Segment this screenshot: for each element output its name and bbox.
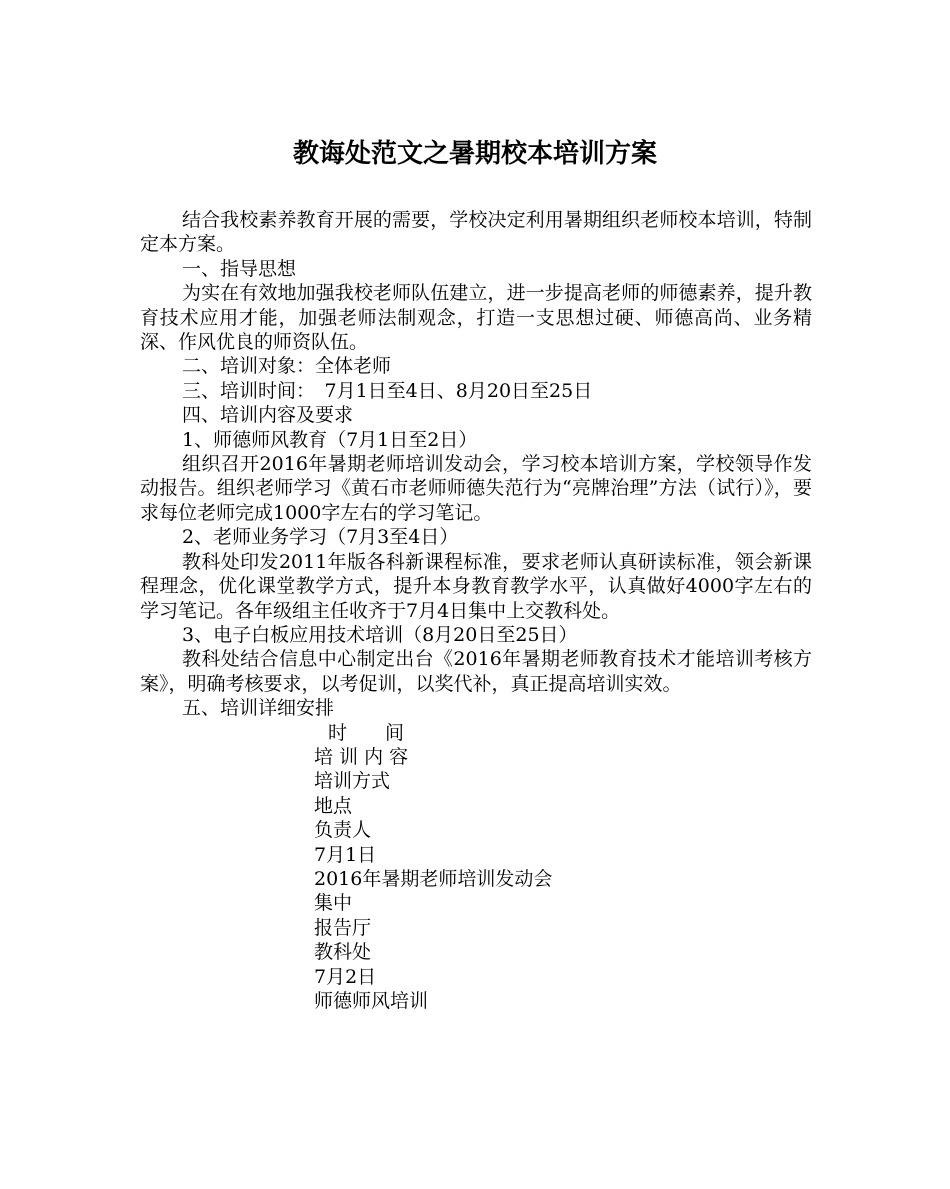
- table-header-content: 培 训 内 容: [314, 745, 409, 768]
- document-body: [140, 208, 812, 1013]
- table-header-location: 地点: [314, 794, 353, 817]
- section-heading-training-target: 二、培训对象：全体老师: [182, 355, 392, 378]
- intro-paragraph: 结合我校素养教育开展的需要，学校决定利用暑期组织老师校本培训，特制定本方案。: [140, 209, 812, 256]
- table-cell: 集中: [314, 892, 353, 915]
- table-cell: 2016年暑期老师培训发动会: [314, 867, 553, 890]
- section-heading-training-time: 三、培训时间： 7月1日至4日、8月20日至25日: [182, 379, 593, 402]
- document-title: 教诲处范文之暑期校本培训方案: [292, 139, 657, 169]
- table-cell: 7月1日: [314, 843, 377, 866]
- section-heading-schedule: 五、培训详细安排: [182, 697, 335, 720]
- guiding-ideology-paragraph: 为实在有效地加强我校老师队伍建立，进一步提高老师的师德素养，提升教育技术应用才能，加强老师法制观念，打造一支思想过硬、师德高尚、业务精深、作风优良的师资队伍。: [140, 282, 812, 354]
- table-header-time: 时 间: [328, 721, 405, 744]
- section-heading-guiding-ideology: 一、指导思想: [182, 257, 297, 280]
- table-cell: 报告厅: [314, 916, 372, 939]
- table-header-person-in-charge: 负责人: [314, 819, 372, 842]
- subheading-whiteboard-training: 3、电子白板应用技术培训（8月20日至25日）: [182, 623, 578, 646]
- section-heading-training-content: 四、培训内容及要求: [182, 404, 354, 427]
- subheading-ethics-education: 1、师德师风教育（7月1日至2日）: [182, 428, 478, 451]
- subheading-professional-study: 2、老师业务学习（7月3至4日）: [182, 526, 459, 549]
- table-header-method: 培训方式: [314, 770, 391, 793]
- table-cell: 7月2日: [314, 965, 377, 988]
- whiteboard-training-paragraph: 教科处结合信息中心制定出台《2016年暑期老师教育技术才能培训考核方案》，明确考核要求，以考促训，以奖代补，真正提高培训实效。: [140, 648, 812, 695]
- professional-study-paragraph: 教科处印发2011年版各科新课程标准，要求老师认真研读标准，领会新课程理念，优化课堂教学方式，提升本身教育教学水平，认真做好4000字左右的学习笔记。各年级组主任收齐于7月4日集中上交教科处。: [140, 550, 812, 622]
- schedule-table: [140, 721, 812, 1014]
- table-cell: 教科处: [314, 941, 372, 964]
- ethics-education-paragraph: 组织召开2016年暑期老师培训发动会，学习校本培训方案，学校领导作发动报告。组织老师学习《黄石市老师师德失范行为“亮牌治理”方法（试行）》，要求每位老师完成1000字左右的学习笔记。: [140, 453, 812, 524]
- table-cell: 师德师风培训: [314, 990, 429, 1012]
